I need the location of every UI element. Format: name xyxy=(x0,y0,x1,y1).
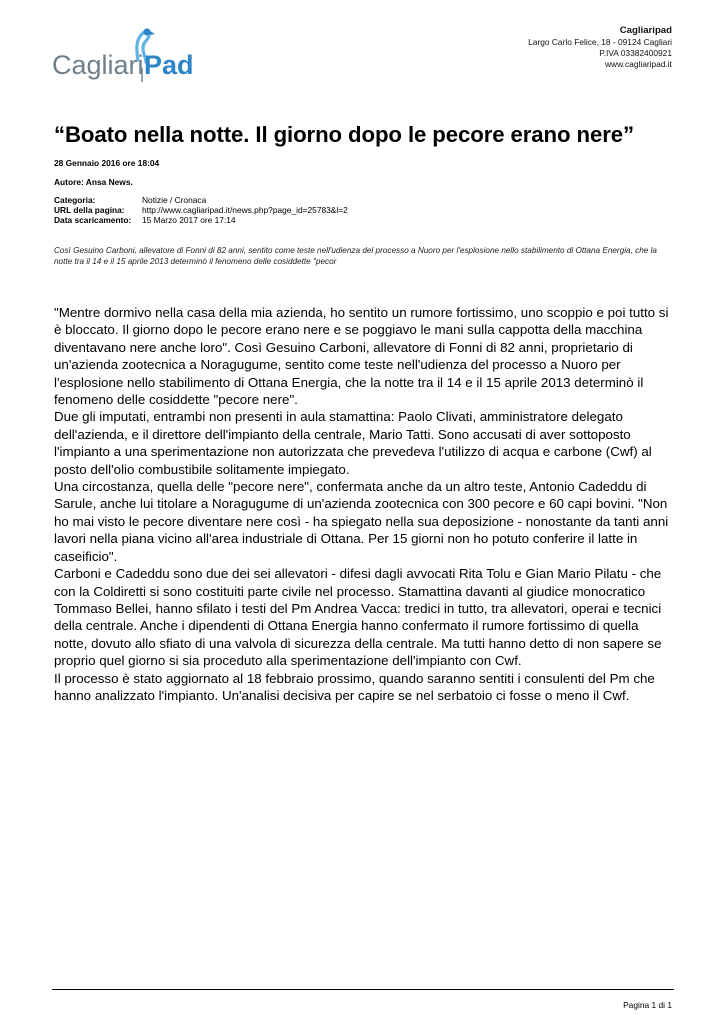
footer-divider xyxy=(52,989,674,990)
body-paragraph: Il processo è stato aggiornato al 18 febbraio prossimo, quando saranno sentiti i consulenti del Pm che hanno analizzato l'impianto. Un'analisi decisiva per capire se nel serbatoio ci fosse o meno il Cwf. xyxy=(54,670,655,703)
meta-row-download-date xyxy=(54,215,348,225)
meta-value: Notizie / Cronaca xyxy=(142,195,207,205)
cagliaripad-logo xyxy=(50,22,195,84)
company-info xyxy=(528,25,672,71)
body-paragraph: Una circostanza, quella delle "pecore nere", confermata anche da un altro teste, Antonio Cadeddu di Sarule, anche lui titolare a Noragugume di un'azienda zootecnica con 300 pecore e 60 capi bovini. "Non ho mai visto le pecore diventare nere così - ha spiegato nella sua deposizione - nonostante da tanti anni lavori nella piana vicino all'area industriale di Ottana. Per 15 giorni non ho potuto conferire il latte in caseificio". xyxy=(54,479,669,564)
meta-label: Data scaricamento: xyxy=(54,215,132,225)
article-summary: Così Gesuino Carboni, allevatore di Fonni di 82 anni, sentito come teste nell'udienza del processo a Nuoro per l'esplosione nello stabilimento di Ottana Energia, che la notte tra il 14 e il 15 aprile 2013 determinò il fenomeno delle cosiddette "pecor xyxy=(54,246,657,266)
logo-text-pad: Pad xyxy=(144,50,194,80)
meta-label: URL della pagina: xyxy=(54,205,125,215)
body-paragraph: Carboni e Cadeddu sono due dei sei allevatori - difesi dagli avvocati Rita Tolu e Gian Mario Pilatu - che con la Coldiretti si sono costituiti parte civile nel processo. Stamattina davanti al giudice monocratico Tommaso Bellei, hanno sfilato i testi del Pm Andrea Vacca: tredici in tutto, tra allevatori, operai e tecnici della centrale. Anche i dipendenti di Ottana Energia hanno confermato il rumore fortissimo di quella notte, dovuto allo sfiato di una valvola di sicurezza della centrale. Ma tutti hanno detto di non sapere se proprio quel giorno si sia proceduto alla sperimentazione dell'impianto con Cwf. xyxy=(54,566,662,669)
page-number: Pagina 1 di 1 xyxy=(623,1000,672,1010)
company-vat: P.IVA 03382400921 xyxy=(599,48,672,59)
company-name: Cagliaripad xyxy=(619,25,672,36)
body-paragraph: Due gli imputati, entrambi non presenti in aula stamattina: Paolo Clivati, amministratore delegato dell'azienda, e il direttore dell'impianto della centrale, Mario Tatti. Sono accusati di aver sottoposto l'impianto a una sperimentazione non autorizzata che prevedeva l'utilizzo di acqua e carbone (Cwf) al posto dell'olio combustibile solitamente impiegato. xyxy=(54,409,652,477)
body-paragraph: "Mentre dormivo nella casa della mia azienda, ho sentito un rumore fortissimo, uno scoppio e poi tutto si è bloccato. Il giorno dopo le pecore erano nere e se poggiavo le mani sulla cappotta della macchina diventavano nere anche loro". Così Gesuino Carboni, allevatore di Fonni di 82 anni, proprietario di un'azienda zootecnica a Noragugume, sentito come teste nell'udienza del processo a Nuoro per l'esplosione nello stabilimento di Ottana Energia, che la notte tra il 14 e il 15 aprile 2013 determinò il fenomeno delle cosiddette "pecore nere". xyxy=(54,305,669,408)
meta-value: 15 Marzo 2017 ore 17:14 xyxy=(142,215,236,225)
flamingo-logo-icon xyxy=(50,22,195,84)
meta-row-url xyxy=(54,205,348,215)
logo-text-cagliari: Cagliari xyxy=(52,50,144,80)
article-date: 28 Gennaio 2016 ore 18:04 xyxy=(54,158,160,168)
article-body xyxy=(54,304,674,704)
meta-label: Categoria: xyxy=(54,195,96,205)
article-meta-table xyxy=(54,195,348,225)
company-website[interactable]: www.cagliaripad.it xyxy=(604,59,672,70)
meta-row-category xyxy=(54,195,348,205)
meta-url-link[interactable]: http://www.cagliaripad.it/news.php?page_id=25783&l=2 xyxy=(142,205,348,215)
article-author: Autore: Ansa News. xyxy=(54,177,133,187)
company-address: Largo Carlo Felice, 18 - 09124 Cagliari xyxy=(528,37,672,47)
article-title: “Boato nella notte. Il giorno dopo le pecore erano nere” xyxy=(54,122,634,147)
